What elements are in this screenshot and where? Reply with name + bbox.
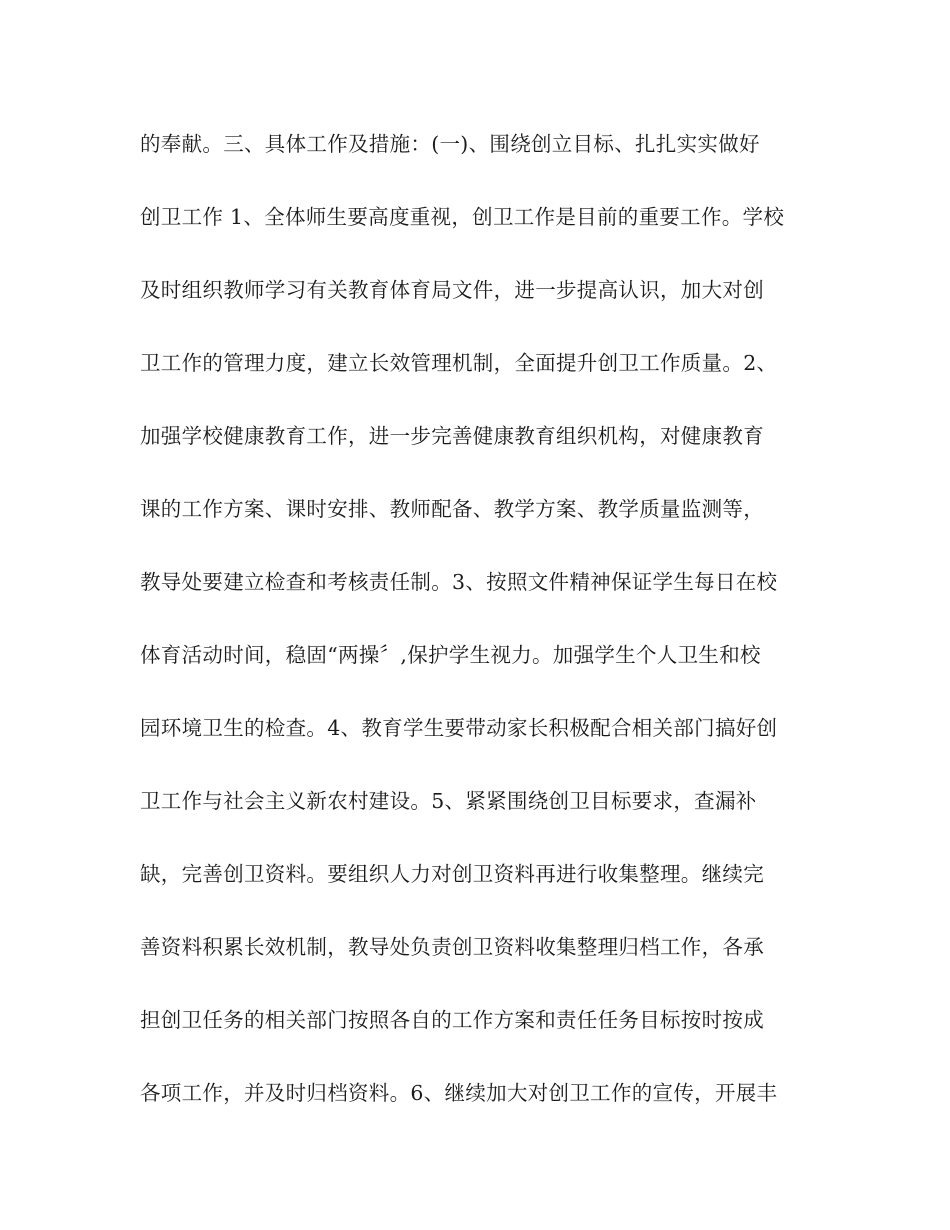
body-text (140, 124, 820, 1146)
text-line: 的奉献。三、具体工作及措施：(一)、围绕创立目标、扎扎实实做好 (140, 132, 760, 156)
text-line: 卫工作与社会主义新农村建设。5、紧紧围绕创卫目标要求，查漏补 (140, 789, 757, 813)
text-line: 课的工作方案、课时安排、教师配备、教学方案、教学质量监测等， (140, 497, 764, 521)
text-line: 卫工作的管理力度，建立长效管理机制，全面提升创卫工作质量。2、 (140, 351, 778, 375)
text-line: 教导处要建立检查和考核责任制。3、按照文件精神保证学生每日在校 (140, 570, 778, 594)
text-line: 园环境卫生的检查。4、教育学生要带动家长积极配合相关部门搞好创 (140, 716, 778, 740)
text-line: 担创卫任务的相关部门按照各自的工作方案和责任任务目标按时按成 (140, 1008, 764, 1032)
text-line: 创卫工作 1、全体师生要高度重视，创卫工作是目前的重要工作。学校 (140, 205, 785, 229)
text-line: 及时组织教师学习有关教育体育局文件，进一步提高认识，加大对创 (140, 278, 764, 302)
text-line: 体育活动时间，稳固“两操〞,保护学生视力。加强学生个人卫生和校 (140, 643, 761, 667)
text-line: 缺，完善创卫资料。要组织人力对创卫资料再进行收集整理。继续完 (140, 862, 764, 886)
text-line: 善资料积累长效机制，教导处负责创卫资料收集整理归档工作，各承 (140, 935, 764, 959)
text-line: 加强学校健康教育工作，进一步完善健康教育组织机构，对健康教育 (140, 424, 764, 448)
text-line: 各项工作，并及时归档资料。6、继续加大对创卫工作的宣传，开展丰 (140, 1081, 778, 1105)
